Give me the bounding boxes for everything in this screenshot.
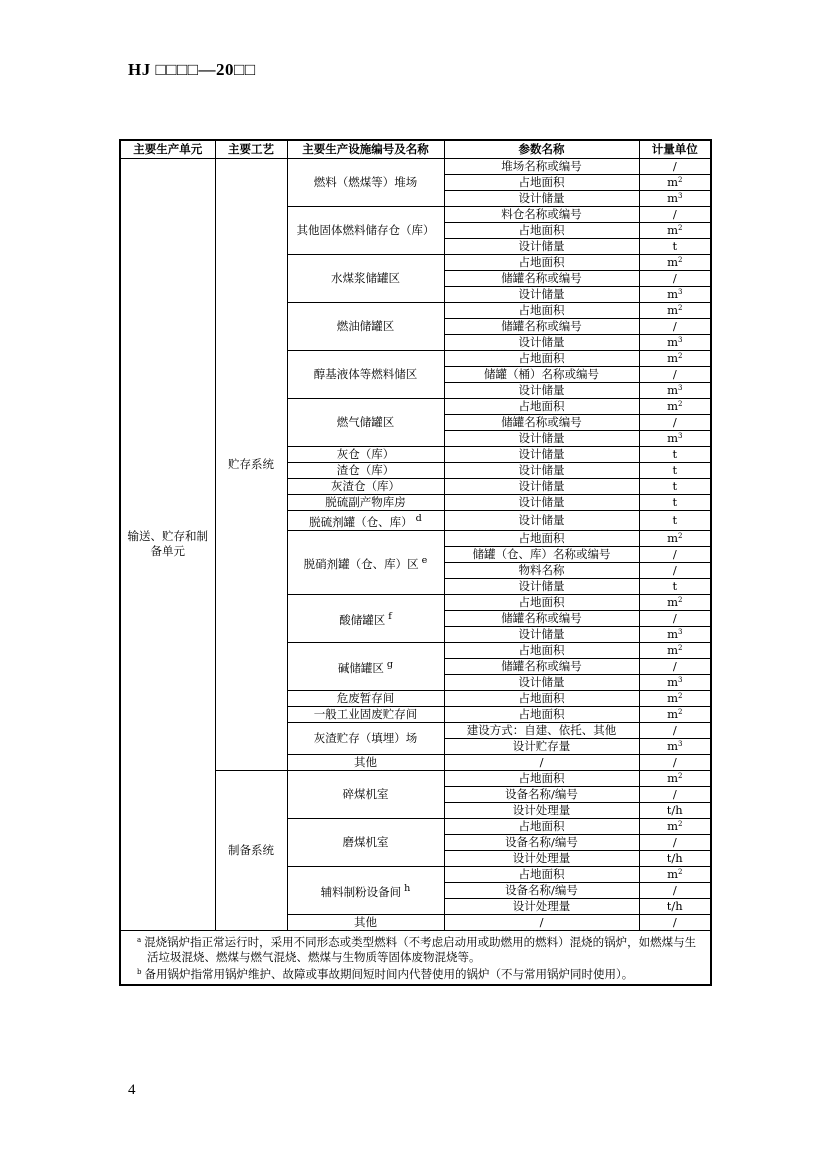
measure-unit-cell: $m^3$ <box>639 287 711 303</box>
parameter-name-cell: 占地面积 <box>444 303 639 319</box>
measure-unit-cell: $m^2$ <box>639 818 711 834</box>
facility-name-cell <box>287 866 444 914</box>
footnotes-row <box>120 930 711 985</box>
page-number: 4 <box>128 1082 136 1098</box>
measure-unit-cell: t <box>639 511 711 531</box>
parameter-name-cell: 设计储量 <box>444 431 639 447</box>
column-header-measure-unit: 计量单位 <box>639 140 711 159</box>
parameter-name-cell: 设计储量 <box>444 447 639 463</box>
facility-name-cell <box>287 722 444 754</box>
parameter-name-cell: 设计处理量 <box>444 898 639 914</box>
facility-name: 危废暂存间 <box>336 690 395 705</box>
parameter-name-cell: 设计贮存量 <box>444 738 639 754</box>
parameter-name-cell: 设计储量 <box>444 191 639 207</box>
facility-name: 辅料制粉设备间 <box>320 884 402 899</box>
footnote-mark: b <box>137 967 142 976</box>
facility-name: 灰渣仓（库） <box>331 479 400 493</box>
facility-name: 碱储罐区 <box>337 660 384 675</box>
parameter-name-cell: 料仓名称或编号 <box>444 207 639 223</box>
measure-unit-cell: / <box>639 722 711 738</box>
footnotes-cell <box>120 930 711 985</box>
facility-name-cell <box>287 594 444 642</box>
footnote-mark: f <box>388 610 392 622</box>
facility-name: 燃油储罐区 <box>336 319 395 333</box>
parameter-name-cell: 占地面积 <box>444 594 639 610</box>
facility-name: 燃料（燃煤等）堆场 <box>313 175 418 189</box>
measure-unit-cell: t <box>639 447 711 463</box>
parameter-name-cell: 占地面积 <box>444 818 639 834</box>
measure-unit-cell: t/h <box>639 898 711 914</box>
parameter-name-cell: 设计储量 <box>444 578 639 594</box>
parameter-name-cell: 设计储量 <box>444 511 639 531</box>
facility-name-cell <box>287 754 444 770</box>
footnote-mark: d <box>415 513 422 524</box>
measure-unit-cell: $m^3$ <box>639 626 711 642</box>
measure-unit-cell: / <box>639 367 711 383</box>
facility-name: 酸储罐区 <box>339 612 386 627</box>
measure-unit-cell: $m^2$ <box>639 223 711 239</box>
facility-name-cell <box>287 511 444 531</box>
facility-name-cell <box>287 207 444 255</box>
footnote-mark: g <box>386 658 394 670</box>
parameter-name-cell: 设计储量 <box>444 335 639 351</box>
footnote-mark: a <box>137 935 142 944</box>
facility-name: 磨煤机室 <box>342 834 389 849</box>
measure-unit-cell: / <box>639 207 711 223</box>
document-code-header: HJ □□□□—20□□ <box>128 60 256 79</box>
footnote <box>137 965 704 982</box>
parameter-name-cell: 设备名称/编号 <box>444 882 639 898</box>
measure-unit-cell: t <box>639 463 711 479</box>
parameter-name-cell: 占地面积 <box>444 175 639 191</box>
measure-unit-cell: $m^3$ <box>639 383 711 399</box>
facility-name: 灰渣贮存（填埋）场 <box>313 730 418 745</box>
measure-unit-cell: $m^3$ <box>639 431 711 447</box>
measure-unit-cell: $m^2$ <box>639 175 711 191</box>
measure-unit-cell: / <box>639 271 711 287</box>
parameter-name-cell: 储罐名称或编号 <box>444 319 639 335</box>
parameter-name-cell: / <box>444 754 639 770</box>
parameter-name-cell: 设计处理量 <box>444 802 639 818</box>
measure-unit-cell: / <box>639 562 711 578</box>
facility-name-cell <box>287 706 444 722</box>
measure-unit-cell: t <box>639 479 711 495</box>
facility-name-cell <box>287 690 444 706</box>
footnote-mark: h <box>404 882 411 894</box>
measure-unit-cell: / <box>639 546 711 562</box>
parameter-name-cell: 设备名称/编号 <box>444 786 639 802</box>
production-facility-table <box>119 139 712 986</box>
facility-name-cell <box>287 530 444 594</box>
facility-name-cell <box>287 770 444 818</box>
facility-name: 脱硫副产物库房 <box>325 495 406 509</box>
parameter-name-cell: 建设方式：自建、依托、其他 <box>444 722 639 738</box>
facility-name-cell <box>287 914 444 930</box>
parameter-name-cell: 堆场名称或编号 <box>444 159 639 175</box>
facility-name-cell <box>287 495 444 511</box>
footnote <box>137 933 704 965</box>
parameter-name-cell: 占地面积 <box>444 399 639 415</box>
measure-unit-cell: / <box>639 786 711 802</box>
measure-unit-cell: t <box>639 495 711 511</box>
facility-name: 其他 <box>354 754 377 769</box>
parameter-name-cell: 设计储量 <box>444 479 639 495</box>
measure-unit-cell: $m^2$ <box>639 706 711 722</box>
measure-unit-cell: $m^2$ <box>639 770 711 786</box>
parameter-name-cell: 储罐名称或编号 <box>444 271 639 287</box>
measure-unit-cell: / <box>639 658 711 674</box>
footnote-text: 混烧锅炉指正常运行时，采用不同形态或类型燃料（不考虑启动用或助燃用的燃料）混烧的锅炉，如燃煤与生活垃圾混烧、燃煤与燃气混烧、燃煤与生物质等固体废物混烧等。 <box>144 934 697 964</box>
facility-name-cell <box>287 159 444 207</box>
measure-unit-cell: / <box>639 610 711 626</box>
facility-name: 水煤浆储罐区 <box>331 271 400 285</box>
facility-name-cell <box>287 463 444 479</box>
column-header-unit: 主要生产单元 <box>120 140 215 159</box>
facility-name: 一般工业固废贮存间 <box>313 706 418 721</box>
parameter-name-cell: 占地面积 <box>444 255 639 271</box>
production-unit-cell: 输送、贮存和制备单元 <box>120 159 215 931</box>
parameter-name-cell: 占地面积 <box>444 690 639 706</box>
facility-name: 渣仓（库） <box>336 463 395 477</box>
parameter-name-cell: 设计处理量 <box>444 850 639 866</box>
parameter-name-cell: 物料名称 <box>444 562 639 578</box>
parameter-name-cell: 设计储量 <box>444 287 639 303</box>
facility-name-cell <box>287 303 444 351</box>
table-header-row <box>120 140 711 159</box>
parameter-name-cell: 占地面积 <box>444 530 639 546</box>
measure-unit-cell: / <box>639 319 711 335</box>
facility-name-cell <box>287 447 444 463</box>
parameter-name-cell: 占地面积 <box>444 770 639 786</box>
parameter-name-cell: 储罐（桶）名称或编号 <box>444 367 639 383</box>
measure-unit-cell: $m^2$ <box>639 530 711 546</box>
column-header-process: 主要工艺 <box>215 140 287 159</box>
process-cell: 制备系统 <box>215 770 287 930</box>
parameter-name-cell: 设计储量 <box>444 674 639 690</box>
measure-unit-cell: $m^2$ <box>639 399 711 415</box>
parameter-name-cell: 占地面积 <box>444 706 639 722</box>
parameter-name-cell: 设计储量 <box>444 383 639 399</box>
facility-name: 脱硝剂罐（仓、库）区 <box>303 556 419 571</box>
measure-unit-cell: / <box>639 834 711 850</box>
measure-unit-cell: t/h <box>639 802 711 818</box>
facility-name: 灰仓（库） <box>336 447 395 461</box>
measure-unit-cell: $m^2$ <box>639 690 711 706</box>
parameter-name-cell: 占地面积 <box>444 642 639 658</box>
process-cell: 贮存系统 <box>215 159 287 771</box>
measure-unit-cell: / <box>639 159 711 175</box>
facility-name: 碎煤机室 <box>342 786 389 801</box>
measure-unit-cell: $m^3$ <box>639 674 711 690</box>
facility-name-cell <box>287 642 444 690</box>
parameter-name-cell: 占地面积 <box>444 351 639 367</box>
column-header-parameter: 参数名称 <box>444 140 639 159</box>
facility-name-cell <box>287 818 444 866</box>
parameter-name-cell: 占地面积 <box>444 223 639 239</box>
parameter-name-cell: 设备名称/编号 <box>444 834 639 850</box>
parameter-name-cell: 储罐（仓、库）名称或编号 <box>444 546 639 562</box>
measure-unit-cell: $m^3$ <box>639 191 711 207</box>
measure-unit-cell: $m^2$ <box>639 255 711 271</box>
measure-unit-cell: / <box>639 754 711 770</box>
parameter-name-cell: / <box>444 914 639 930</box>
parameter-name-cell: 储罐名称或编号 <box>444 610 639 626</box>
facility-name: 醇基液体等燃料储区 <box>313 367 418 381</box>
measure-unit-cell: $m^2$ <box>639 594 711 610</box>
facility-name: 其他 <box>354 914 377 929</box>
parameter-name-cell: 储罐名称或编号 <box>444 415 639 431</box>
parameter-name-cell: 设计储量 <box>444 239 639 255</box>
table-row <box>120 159 711 175</box>
footnote-mark: e <box>421 554 428 566</box>
parameter-name-cell: 设计储量 <box>444 463 639 479</box>
measure-unit-cell: $m^2$ <box>639 642 711 658</box>
facility-name: 脱硫剂罐（仓、库） <box>309 514 413 529</box>
facility-name: 其他固体燃料储存仓（库） <box>296 223 435 237</box>
measure-unit-cell: t <box>639 239 711 255</box>
measure-unit-cell: $m^3$ <box>639 738 711 754</box>
parameter-name-cell: 设计储量 <box>444 626 639 642</box>
measure-unit-cell: $m^2$ <box>639 351 711 367</box>
measure-unit-cell: / <box>639 415 711 431</box>
facility-name-cell <box>287 399 444 447</box>
measure-unit-cell: $m^2$ <box>639 303 711 319</box>
measure-unit-cell: t <box>639 578 711 594</box>
measure-unit-cell: / <box>639 914 711 930</box>
table-body <box>120 159 711 985</box>
measure-unit-cell: / <box>639 882 711 898</box>
measure-unit-cell: $m^2$ <box>639 866 711 882</box>
column-header-facility: 主要生产设施编号及名称 <box>287 140 444 159</box>
measure-unit-cell: t/h <box>639 850 711 866</box>
parameter-name-cell: 设计储量 <box>444 495 639 511</box>
parameter-name-cell: 储罐名称或编号 <box>444 658 639 674</box>
facility-name-cell <box>287 351 444 399</box>
measure-unit-cell: $m^3$ <box>639 335 711 351</box>
facility-name-cell <box>287 479 444 495</box>
facility-name: 燃气储罐区 <box>336 415 395 429</box>
parameter-name-cell: 占地面积 <box>444 866 639 882</box>
footnote-text: 备用锅炉指常用锅炉维护、故障或事故期间短时间内代替使用的锅炉（不与常用锅炉同时使用）。 <box>144 966 634 981</box>
facility-name-cell <box>287 255 444 303</box>
